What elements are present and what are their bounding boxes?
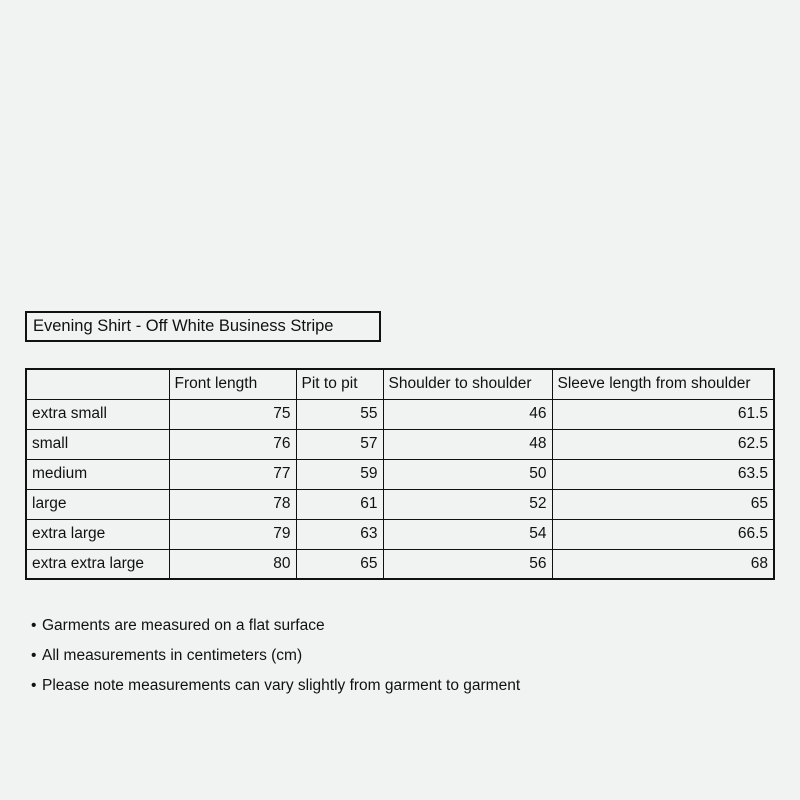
- table-row: [26, 459, 774, 489]
- header-shoulder-to-shoulder: Shoulder to shoulder: [383, 369, 552, 399]
- front-length-cell: 80: [169, 549, 296, 579]
- sleeve-length-cell: 62.5: [552, 429, 774, 459]
- front-length-cell: 77: [169, 459, 296, 489]
- shoulder-to-shoulder-cell: 56: [383, 549, 552, 579]
- bullet-icon: •: [31, 677, 37, 694]
- pit-to-pit-cell: 65: [296, 549, 383, 579]
- table-row: [26, 549, 774, 579]
- size-label: extra extra large: [26, 549, 169, 579]
- size-chart-table: [25, 368, 775, 580]
- size-label: extra large: [26, 519, 169, 549]
- shoulder-to-shoulder-cell: 54: [383, 519, 552, 549]
- pit-to-pit-cell: 57: [296, 429, 383, 459]
- table-row: [26, 489, 774, 519]
- sleeve-length-cell: 68: [552, 549, 774, 579]
- table-row: [26, 519, 774, 549]
- shoulder-to-shoulder-cell: 46: [383, 399, 552, 429]
- note-item: [31, 614, 520, 644]
- front-length-cell: 79: [169, 519, 296, 549]
- pit-to-pit-cell: 55: [296, 399, 383, 429]
- shoulder-to-shoulder-cell: 50: [383, 459, 552, 489]
- size-label: small: [26, 429, 169, 459]
- pit-to-pit-cell: 59: [296, 459, 383, 489]
- note-text: All measurements in centimeters (cm): [42, 647, 303, 664]
- size-label: large: [26, 489, 169, 519]
- front-length-cell: 78: [169, 489, 296, 519]
- sleeve-length-cell: 65: [552, 489, 774, 519]
- header-pit-to-pit: Pit to pit: [296, 369, 383, 399]
- header-front-length: Front length: [169, 369, 296, 399]
- header-sleeve-length: Sleeve length from shoulder: [552, 369, 774, 399]
- bullet-icon: •: [31, 647, 37, 664]
- page-title: Evening Shirt - Off White Business Stripe: [25, 311, 381, 342]
- header-size: [26, 369, 169, 399]
- table-row: [26, 429, 774, 459]
- note-text: Please note measurements can vary slightly from garment to garment: [42, 677, 521, 694]
- note-item: [31, 674, 520, 704]
- front-length-cell: 76: [169, 429, 296, 459]
- sleeve-length-cell: 63.5: [552, 459, 774, 489]
- table-row: [26, 399, 774, 429]
- bullet-icon: •: [31, 617, 37, 634]
- shoulder-to-shoulder-cell: 48: [383, 429, 552, 459]
- note-item: [31, 644, 520, 674]
- measurement-notes: [31, 614, 520, 704]
- sleeve-length-cell: 66.5: [552, 519, 774, 549]
- shoulder-to-shoulder-cell: 52: [383, 489, 552, 519]
- front-length-cell: 75: [169, 399, 296, 429]
- size-label: medium: [26, 459, 169, 489]
- size-label: extra small: [26, 399, 169, 429]
- table-header-row: [26, 369, 774, 399]
- note-text: Garments are measured on a flat surface: [42, 617, 325, 634]
- pit-to-pit-cell: 61: [296, 489, 383, 519]
- pit-to-pit-cell: 63: [296, 519, 383, 549]
- sleeve-length-cell: 61.5: [552, 399, 774, 429]
